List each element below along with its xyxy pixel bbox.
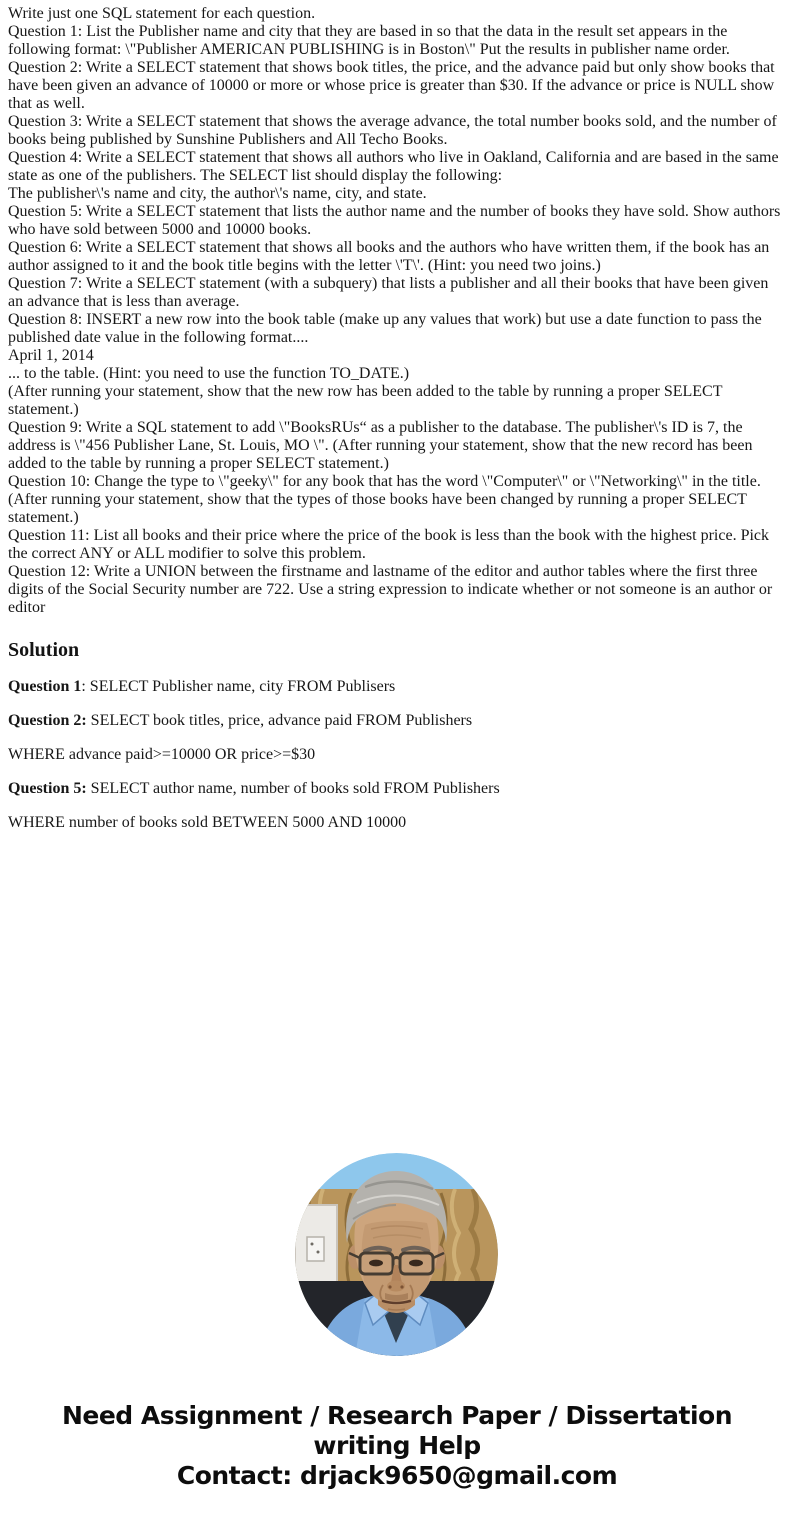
solution-answer-text: SELECT author name, number of books sold FROM Publishers — [86, 780, 500, 797]
footer-banner — [0, 1401, 794, 1491]
solution-question-label: Question 5: — [8, 780, 87, 797]
assignment-paragraph: ... to the table. (Hint: you need to use the function TO_DATE.) — [8, 365, 410, 382]
assignment-paragraph: Question 3: Write a SELECT statement that shows the average advance, the total number books sold, and the number of books being published by Sunshine Publishers and All Techo Books. — [8, 113, 777, 148]
assignment-paragraph: Write just one SQL statement for each question. — [8, 5, 316, 22]
solution-item — [8, 746, 782, 764]
footer-line: Need Assignment / Research Paper / Dissertation — [61, 1401, 733, 1430]
assignment-paragraph: Question 4: Write a SELECT statement that shows all authors who live in Oakland, California and are based in the same state as one of the publishers. The SELECT list should display the following: — [8, 149, 779, 184]
solution-item — [8, 780, 782, 798]
assignment-paragraph: April 1, 2014 — [8, 347, 94, 364]
solution-item — [8, 678, 782, 696]
assignment-paragraph: Question 1: List the Publisher name and city that they are based in so that the data in the result set appears in the following format: \"Publisher AMERICAN PUBLISHING is in Boston\" Put the results in publisher name order. — [8, 23, 730, 58]
solution-answer-text: SELECT book titles, price, advance paid FROM Publishers — [86, 712, 473, 729]
portrait-illustration — [295, 1153, 498, 1356]
assignment-paragraph: Question 2: Write a SELECT statement that shows book titles, the price, and the advance paid but only show books that have been given an advance of 10000 or more or whose price is greater than $30. If the advance or price is NULL show that as well. — [8, 59, 775, 112]
profile-photo — [295, 1153, 498, 1356]
solution-question-label: Question 2: — [8, 712, 87, 729]
solution-answer-text: WHERE advance paid>=10000 OR price>=$30 — [8, 746, 316, 763]
solution-answer-text: WHERE number of books sold BETWEEN 5000 AND 10000 — [8, 814, 407, 831]
solution-section — [8, 678, 782, 832]
solution-item — [8, 814, 782, 832]
solution-item — [8, 712, 782, 730]
solution-question-label: Question 1 — [8, 678, 82, 695]
assignment-paragraph: Question 5: Write a SELECT statement that lists the author name and the number of books they have sold. Show authors who have sold between 5000 and 10000 books. — [8, 203, 781, 238]
solution-answer-text: : SELECT Publisher name, city FROM Publisers — [81, 678, 396, 695]
assignment-paragraph: Question 7: Write a SELECT statement (with a subquery) that lists a publisher and all their books that have been given an advance that is less than average. — [8, 275, 769, 310]
assignment-paragraph: Question 12: Write a UNION between the firstname and lastname of the editor and author tables where the first three digits of the Social Security number are 722. Use a string expression to indicate whether or not someone is an author or editor — [8, 563, 773, 616]
footer-line: writing Help — [313, 1431, 481, 1460]
footer-line: Contact: drjack9650@gmail.com — [176, 1461, 618, 1490]
assignment-paragraph: Question 9: Write a SQL statement to add \"BooksRUs“ as a publisher to the database. The publisher\'s ID is 7, the address is \"456 Publisher Lane, St. Louis, MO \". (After running your statement, show that the new record has been added to the table by running a proper SELECT statement.) — [8, 419, 753, 472]
assignment-paragraph: Question 11: List all books and their price where the price of the book is less than the book with the highest price. Pick the correct ANY or ALL modifier to solve this problem. — [8, 527, 770, 562]
assignment-paragraph: The publisher\'s name and city, the author\'s name, city, and state. — [8, 185, 427, 202]
assignment-text — [8, 5, 782, 617]
assignment-paragraph: Question 6: Write a SELECT statement that shows all books and the authors who have written them, if the book has an author assigned to it and the book title begins with the letter \'T\'. (Hint: you need two joins.) — [8, 239, 770, 274]
assignment-paragraph: Question 10: Change the type to \"geeky\" for any book that has the word \"Computer\" or \"Networking\" in the title. (After running your statement, show that the types of those books have been changed by running a proper SELECT statement.) — [8, 473, 761, 526]
solution-heading: Solution — [8, 639, 80, 661]
assignment-paragraph: Question 8: INSERT a new row into the book table (make up any values that work) but use a date function to pass the published date value in the following format.... — [8, 311, 762, 346]
assignment-paragraph: (After running your statement, show that the new row has been added to the table by running a proper SELECT statement.) — [8, 383, 723, 418]
